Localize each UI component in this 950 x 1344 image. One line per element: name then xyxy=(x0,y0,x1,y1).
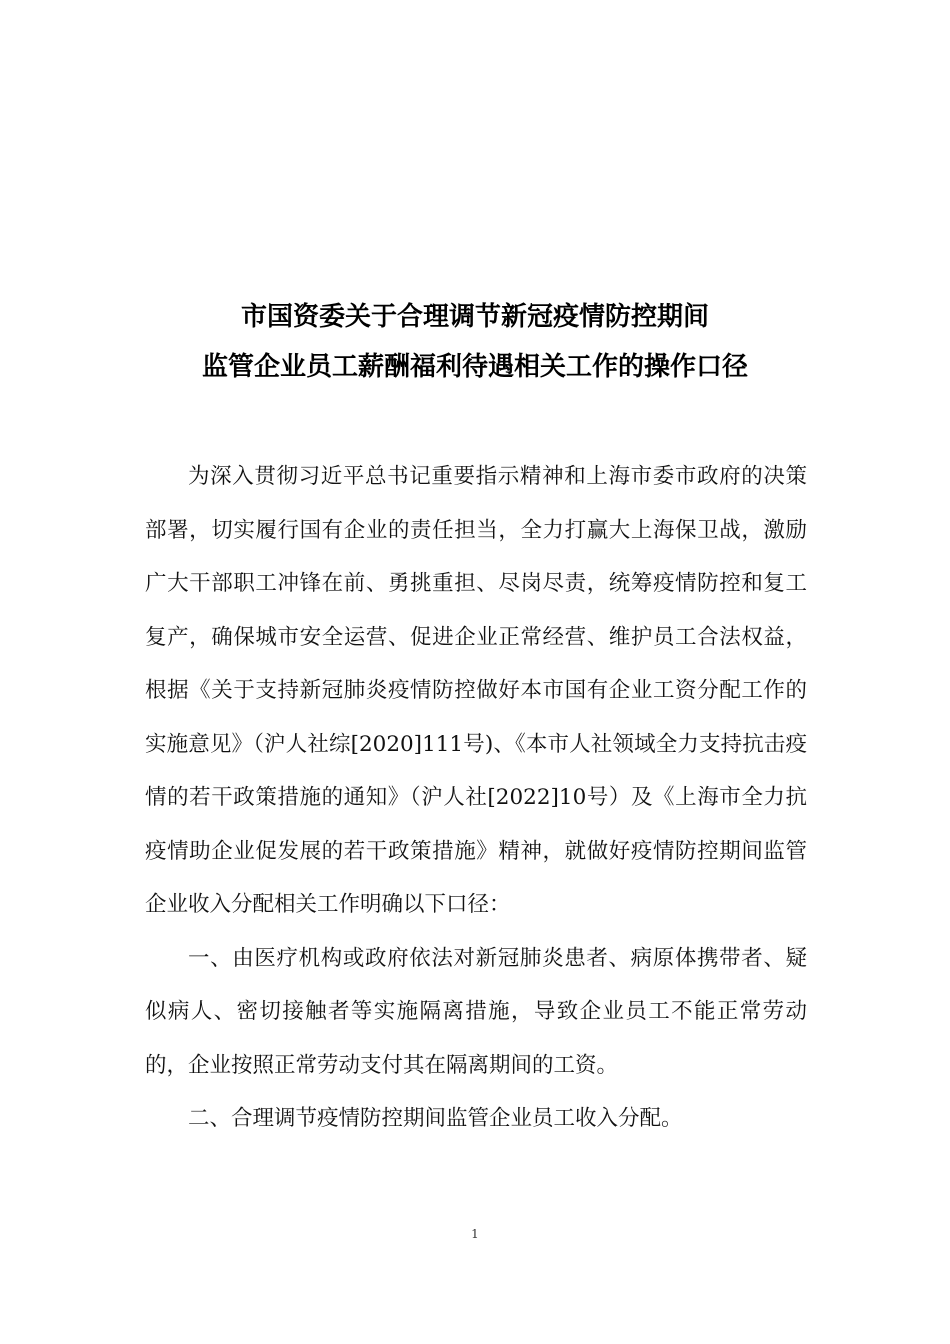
document-title xyxy=(140,292,810,392)
paragraph-intro: 为深入贯彻习近平总书记重要指示精神和上海市委市政府的决策部署，切实履行国有企业的责任担当，全力打赢大上海保卫战，激励广大干部职工冲锋在前、勇挑重担、尽岗尽责，统筹疫情防控和复工复产，确保城市安全运营、促进企业正常经营、维护员工合法权益，根据《关于支持新冠肺炎疫情防控做好本市国有企业工资分配工作的实施意见》（沪人社综[2020]111号)、《本市人社领域全力支持抗击疫情的若干政策措施的通知》（沪人社[2022]10号）及《上海市全力抗疫情助企业促发展的若干政策措施》精神，就做好疫情防控期间监管企业收入分配相关工作明确以下口径： xyxy=(145,464,807,917)
document-body xyxy=(145,450,807,1146)
title-line-1: 市国资委关于合理调节新冠疫情防控期间 xyxy=(240,302,709,332)
paragraph-item-1: 一、由医疗机构或政府依法对新冠肺炎患者、病原体携带者、疑似病人、密切接触者等实施隔离措施，导致企业员工不能正常劳动的，企业按照正常劳动支付其在隔离期间的工资。 xyxy=(145,945,807,1078)
title-line-2: 监管企业员工薪酬福利待遇相关工作的操作口径 xyxy=(201,352,748,382)
paragraph-item-2: 二、合理调节疫情防控期间监管企业员工收入分配。 xyxy=(188,1106,683,1131)
page-number: 1 xyxy=(471,1227,479,1241)
